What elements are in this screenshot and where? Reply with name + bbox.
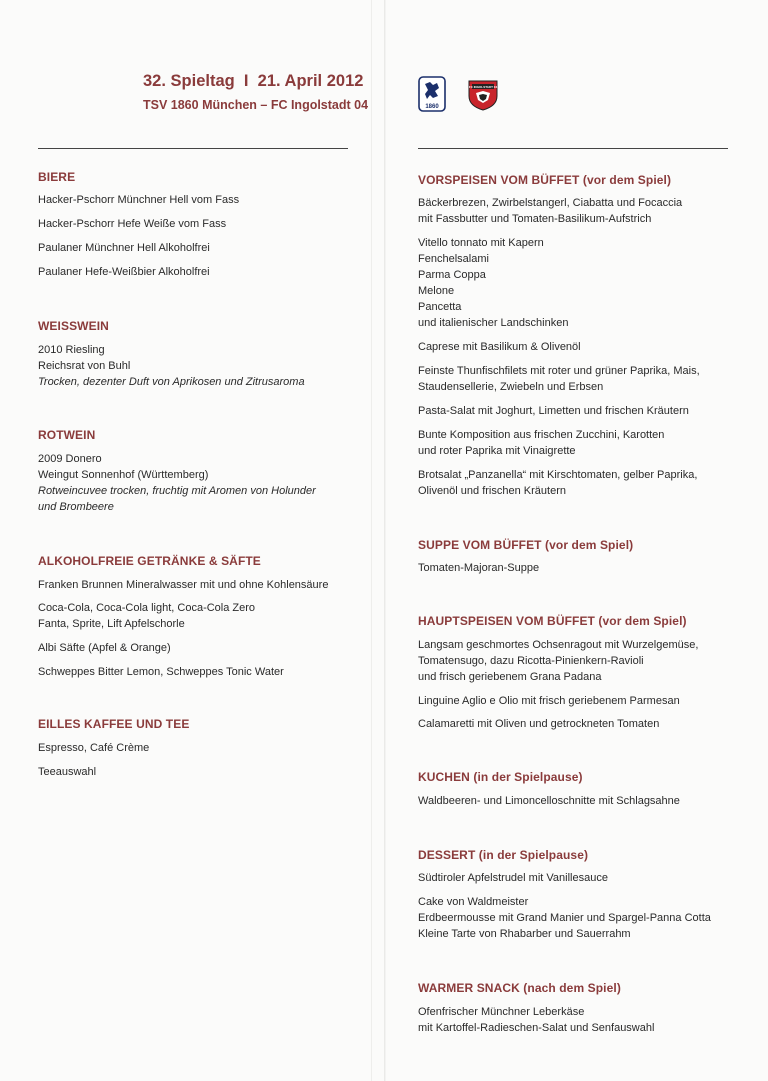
section-title: WEISSWEIN	[38, 319, 109, 333]
left-header-rule	[38, 148, 348, 149]
page-fold	[384, 0, 386, 1081]
menu-item: Coca-Cola, Coca-Cola light, Coca-Cola Zero	[38, 602, 256, 614]
menu-item: Waldbeeren- und Limoncelloschnitte mit Schlagsahne	[418, 795, 680, 807]
page-fold-shadow	[371, 0, 372, 1081]
menu-item: Calamaretti mit Oliven und getrockneten Tomaten	[418, 718, 660, 730]
menu-item: Olivenöl und frischen Kräutern	[418, 485, 566, 497]
menu-item: Tomatensugo, dazu Ricotta-Pinienkern-Ravioli	[418, 655, 644, 667]
menu-item: und frisch geriebenem Grana Padana	[418, 671, 602, 683]
menu-item: Teeauswahl	[38, 766, 97, 778]
match-teams: TSV 1860 München – FC Ingolstadt 04	[143, 98, 369, 112]
menu-item: und roter Paprika mit Vinaigrette	[418, 445, 576, 457]
tsv-1860-logo	[418, 76, 446, 117]
svg-text:1860: 1860	[425, 104, 439, 110]
menu-item: Erdbeermousse mit Grand Manier und Spargel-Panna Cotta	[418, 912, 711, 924]
menu-item: Cake von Waldmeister	[418, 896, 529, 908]
section-title: WARMER SNACK (nach dem Spiel)	[418, 981, 621, 995]
menu-item: mit Kartoffel-Radieschen-Salat und Senfauswahl	[418, 1022, 655, 1034]
menu-item: Südtiroler Apfelstrudel mit Vanillesauce	[418, 872, 608, 884]
wine-note: und Brombeere	[38, 501, 114, 513]
menu-item: Bäckerbrezen, Zwirbelstangerl, Ciabatta und Focaccia	[418, 197, 683, 209]
menu-item: Staudensellerie, Zwiebeln und Erbsen	[418, 381, 604, 393]
menu-item: mit Fassbutter und Tomaten-Basilikum-Aufstrich	[418, 213, 652, 225]
section-title: SUPPE VOM BÜFFET (vor dem Spiel)	[418, 538, 634, 552]
header-separator: I	[243, 72, 249, 90]
fc-ingolstadt-logo	[466, 78, 500, 117]
menu-item: 2009 Donero	[38, 453, 102, 465]
menu-item: Fanta, Sprite, Lift Apfelschorle	[38, 618, 185, 630]
wine-note: Trocken, dezenter Duft von Aprikosen und Zitrusaroma	[38, 376, 305, 388]
menu-item: Hacker-Pschorr Münchner Hell vom Fass	[38, 194, 240, 206]
menu-item: Tomaten-Majoran-Suppe	[418, 562, 540, 574]
wine-note: Rotweincuvee trocken, fruchtig mit Aromen von Holunder	[38, 485, 316, 497]
menu-item: Paulaner Hefe-Weißbier Alkoholfrei	[38, 266, 210, 278]
menu-item: und italienischer Landschinken	[418, 317, 569, 329]
menu-item: Parma Coppa	[418, 269, 486, 281]
matchday: 32. Spieltag	[143, 72, 235, 90]
menu-item: Kleine Tarte von Rhabarber und Sauerrahm	[418, 928, 631, 940]
section-title: BIERE	[38, 170, 76, 184]
menu-item: Pancetta	[418, 301, 462, 313]
section-title: KUCHEN (in der Spielpause)	[418, 770, 583, 784]
section-title: VORSPEISEN VOM BÜFFET (vor dem Spiel)	[418, 173, 672, 187]
section-title: HAUPTSPEISEN VOM BÜFFET (vor dem Spiel)	[418, 614, 687, 628]
section-title: ROTWEIN	[38, 428, 96, 442]
menu-item: Espresso, Café Crème	[38, 742, 150, 754]
menu-item: Schweppes Bitter Lemon, Schweppes Tonic Water	[38, 666, 284, 678]
match-date: 21. April 2012	[257, 72, 364, 90]
menu-item: Hacker-Pschorr Hefe Weiße vom Fass	[38, 218, 227, 230]
menu-item: 2010 Riesling	[38, 344, 105, 356]
menu-item: Caprese mit Basilikum & Olivenöl	[418, 341, 581, 353]
section-title: DESSERT (in der Spielpause)	[418, 848, 589, 862]
menu-item: Bunte Komposition aus frischen Zucchini, Karotten	[418, 429, 665, 441]
menu-item: Franken Brunnen Mineralwasser mit und ohne Kohlensäure	[38, 579, 329, 591]
svg-text:FC INGOLSTADT 04: FC INGOLSTADT 04	[468, 85, 498, 89]
menu-item: Reichsrat von Buhl	[38, 360, 131, 372]
menu-item: Pasta-Salat mit Joghurt, Limetten und frischen Kräutern	[418, 405, 689, 417]
menu-item: Paulaner Münchner Hell Alkoholfrei	[38, 242, 210, 254]
menu-item: Fenchelsalami	[418, 253, 489, 265]
menu-item: Ofenfrischer Münchner Leberkäse	[418, 1006, 585, 1018]
menu-item: Vitello tonnato mit Kapern	[418, 237, 544, 249]
menu-item: Feinste Thunfischfilets mit roter und grüner Paprika, Mais,	[418, 365, 700, 377]
section-title: ALKOHOLFREIE GETRÄNKE & SÄFTE	[38, 554, 261, 568]
menu-item: Melone	[418, 285, 455, 297]
menu-item: Langsam geschmortes Ochsenragout mit Wurzelgemüse,	[418, 639, 699, 651]
menu-item: Brotsalat „Panzanella“ mit Kirschtomaten, gelber Paprika,	[418, 469, 698, 481]
menu-item: Weingut Sonnenhof (Württemberg)	[38, 469, 209, 481]
menu-item: Albi Säfte (Apfel & Orange)	[38, 642, 171, 654]
section-title: EILLES KAFFEE UND TEE	[38, 717, 190, 731]
right-header-rule	[418, 148, 728, 149]
menu-item: Linguine Aglio e Olio mit frisch geriebenem Parmesan	[418, 695, 680, 707]
matchday-heading	[143, 72, 403, 91]
